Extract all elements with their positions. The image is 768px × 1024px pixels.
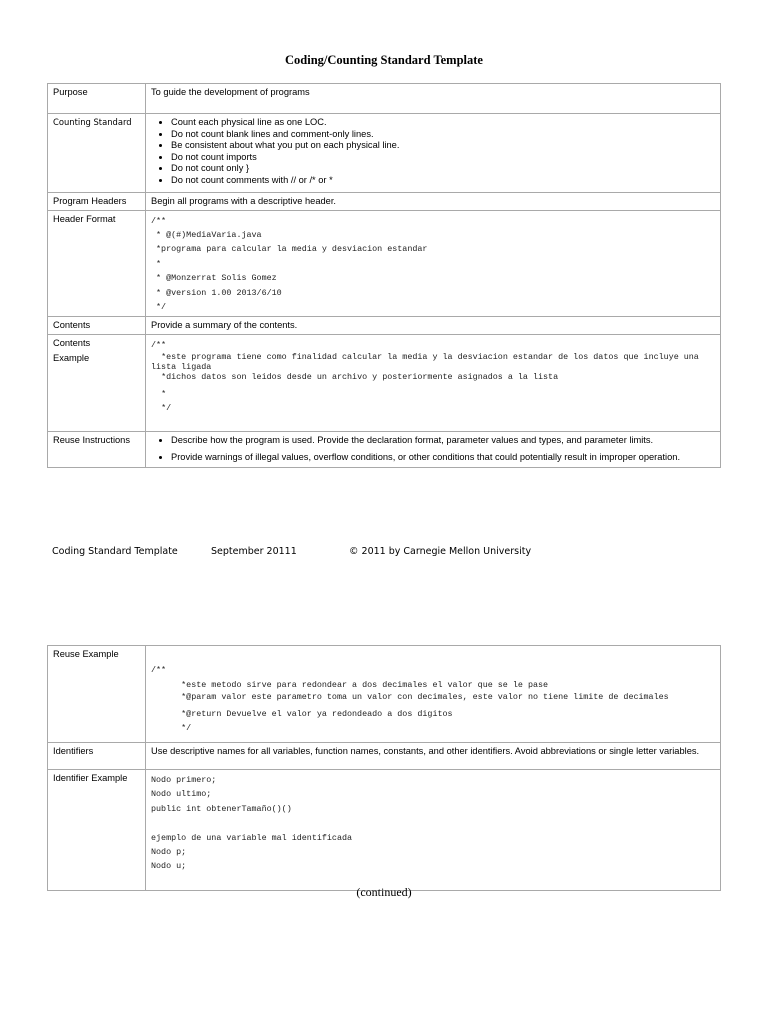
bullet-list — [151, 117, 715, 186]
bullet-item: • Do not count comments with // or /* or * — [171, 175, 715, 187]
code-line: *programa para calcular la media y desviacion estandar — [151, 244, 428, 255]
code-line: /** — [151, 339, 167, 350]
row-content — [146, 770, 721, 891]
row-label: Purpose — [48, 84, 146, 114]
row-label: Reuse Instructions — [48, 431, 146, 467]
row-content — [146, 431, 721, 467]
table-row-counting-standard — [48, 114, 721, 193]
row-label: Program Headers — [48, 193, 146, 211]
code-line: * — [151, 258, 162, 269]
code-line — [151, 816, 715, 830]
footer-date: September 20111 — [211, 546, 297, 557]
row-label: Contents — [48, 317, 146, 335]
row-content — [146, 210, 721, 317]
row-label-line1: Contents — [53, 337, 91, 348]
table-row-contents — [48, 317, 721, 335]
row-content: To guide the development of programs — [146, 84, 721, 114]
row-content — [146, 646, 721, 743]
table-row-identifier-example — [48, 770, 721, 891]
table-row-identifiers — [48, 743, 721, 770]
table-row-reuse-instructions — [48, 431, 721, 467]
row-label: Reuse Example — [48, 646, 146, 743]
row-label: Header Format — [48, 210, 146, 317]
code-line: /** — [151, 215, 167, 226]
code-line: * @Monzerrat Solis Gomez — [151, 273, 277, 284]
bullet-item: • Describe how the program is used. Provide the declaration format, parameter values and types, and parameter limits. — [171, 435, 715, 447]
document-title: Coding/Counting Standard Template — [285, 53, 483, 67]
row-content: Use descriptive names for all variables, function names, constants, and other identifiers. Avoid abbreviations or single letter variables. — [146, 743, 721, 770]
bullet-item: • Do not count blank lines and comment-only lines. — [171, 129, 715, 141]
row-label: Identifier Example — [48, 770, 146, 891]
bullet-item: • Do not count only } — [171, 163, 715, 175]
code-line: * — [151, 388, 167, 399]
code-line: Nodo ultimo; — [151, 789, 212, 800]
table-row-program-headers — [48, 193, 721, 211]
code-line: *@param valor este parametro toma un valor con decimales, este valor no tiene limite de decimales — [151, 692, 669, 703]
continued-note: (continued) — [356, 885, 412, 899]
code-line: *este programa tiene como finalidad calcular la media y la desviacion estandar de los datos que incluye una lista ligada — [151, 352, 704, 373]
row-content — [146, 114, 721, 193]
code-line: ejemplo de una variable mal identificada — [151, 832, 353, 843]
row-label — [48, 334, 146, 431]
bullet-item: • Be consistent about what you put on each physical line. — [171, 140, 715, 152]
code-block — [151, 773, 715, 888]
code-line: */ — [151, 723, 192, 733]
bullet-list — [151, 435, 715, 464]
row-label-line2: Example — [53, 353, 90, 364]
row-content: Begin all programs with a descriptive header. — [146, 193, 721, 211]
code-block — [151, 214, 715, 315]
bullet-item: • Do not count imports — [171, 152, 715, 164]
code-line: *dichos datos son leidos desde un archivo y posteriormente asignados a la lista — [151, 372, 559, 383]
code-line: * @(#)MediaVaria.java — [151, 229, 262, 240]
code-line: Nodo p; — [151, 847, 187, 858]
code-block — [151, 649, 715, 735]
bullet-item: • Provide warnings of illegal values, overflow conditions, or other conditions that could potentially result in improper operation. — [171, 452, 715, 464]
footer-copyright: © 2011 by Carnegie Mellon University — [349, 546, 532, 557]
row-content: Provide a summary of the contents. — [146, 317, 721, 335]
code-line: */ — [151, 403, 172, 414]
code-block — [151, 338, 715, 416]
standard-table-part1 — [47, 83, 721, 468]
code-line — [151, 649, 715, 663]
standard-table-part2 — [47, 645, 721, 891]
row-content — [146, 334, 721, 431]
code-line: *@return Devuelve el valor ya redondeado a dos digitos — [151, 708, 453, 719]
table-row-reuse-example — [48, 646, 721, 743]
row-label: Identifiers — [48, 743, 146, 770]
row-label: Counting Standard — [48, 114, 146, 193]
table-row-header-format — [48, 210, 721, 317]
code-line: Nodo u; — [151, 861, 187, 872]
code-line: Nodo primero; — [151, 775, 217, 785]
code-line: public int obtenerTamaño()() — [151, 803, 292, 814]
code-line: */ — [151, 301, 167, 312]
code-line: * @version 1.00 2013/6/10 — [151, 287, 282, 298]
code-line: *este metodo sirve para redondear a dos decimales el valor que se le pase — [151, 679, 549, 690]
code-line: /** — [151, 665, 167, 676]
bullet-item: • Count each physical line as one LOC. — [171, 117, 715, 129]
table-row-contents-example — [48, 334, 721, 431]
footer-template-name: Coding Standard Template — [52, 546, 178, 557]
table-row-purpose — [48, 84, 721, 114]
